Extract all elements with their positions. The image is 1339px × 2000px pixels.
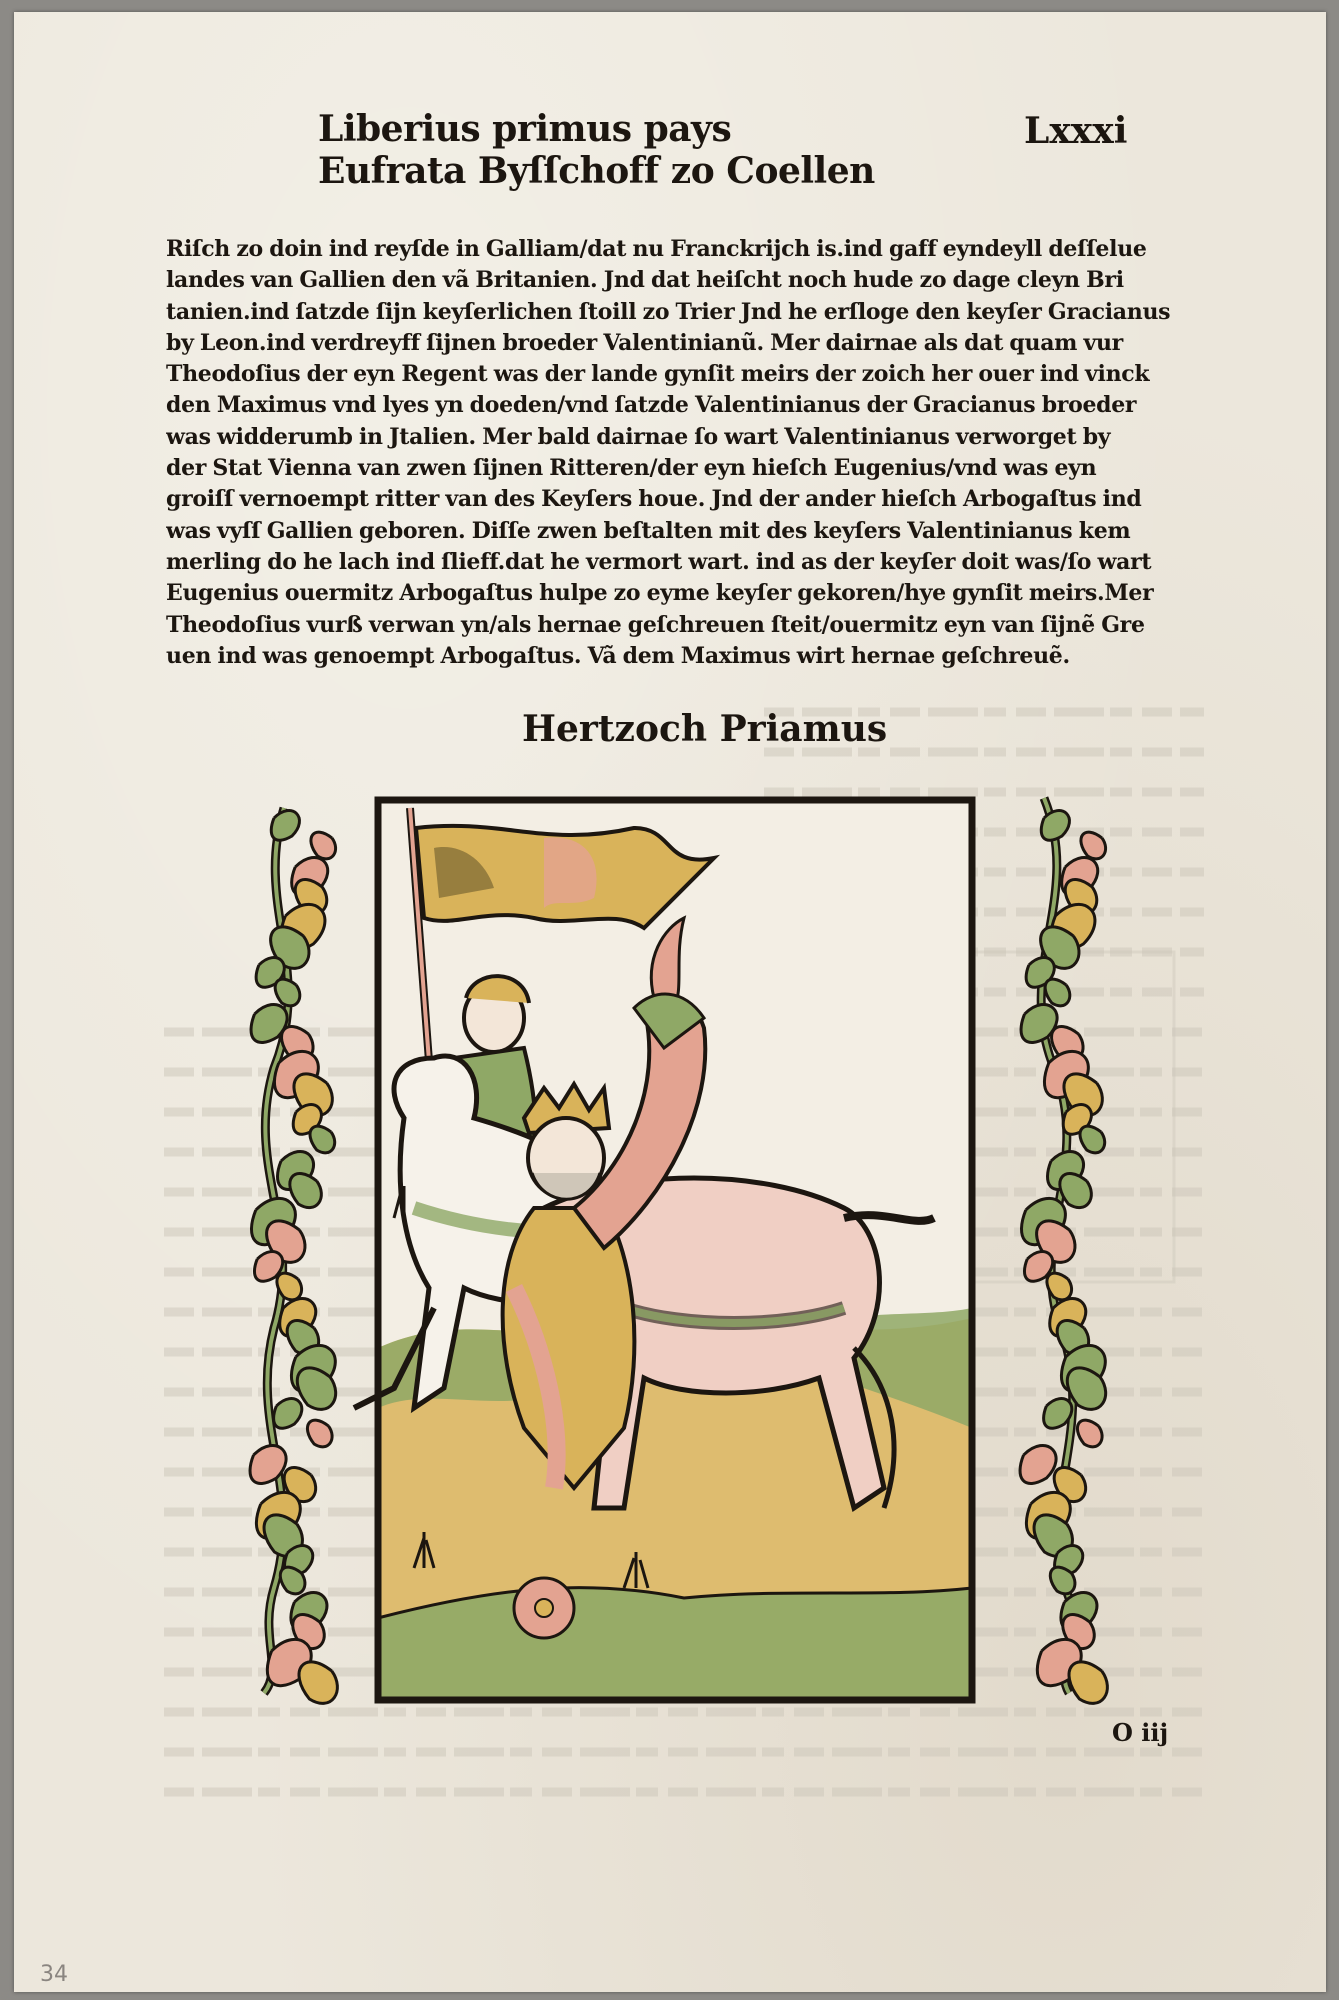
border-leaf bbox=[311, 832, 336, 859]
body-text-line: Eugenius ouermitz Arbogaſtus hulpe zo eyme keyſer gekoren/hye gynſit meirs.Mer bbox=[166, 580, 1154, 607]
border-leaf bbox=[274, 1399, 302, 1429]
pencil-annotation: 34 bbox=[40, 1962, 68, 1987]
border-leaf bbox=[1080, 1126, 1105, 1153]
border-leaf bbox=[307, 1420, 332, 1447]
body-text-line: was vyſſ Gallien geboren. Diſſe zwen beſtalten mit des keyſers Valentinianus kem bbox=[166, 517, 1131, 544]
body-text-line: Theodoſius vurß verwan yn/als hernae geſchreuen ſteit/ouermitz eyn van ſijnẽ Gre bbox=[166, 611, 1145, 638]
left-floral-border bbox=[250, 808, 337, 1703]
folio-number: Lxxxi bbox=[1024, 110, 1128, 152]
hand-colored-woodcut bbox=[244, 788, 1124, 1708]
body-text-line: was widderumb in Jtalien. Mer bald dairnae ſo wart Valentinianus verworget by bbox=[166, 423, 1111, 450]
body-text-line: by Leon.ind verdreyff ſijnen broeder Valentinianũ. Mer dairnae als dat quam vur bbox=[166, 329, 1123, 356]
central-scene bbox=[354, 800, 972, 1700]
border-leaf bbox=[1045, 979, 1070, 1006]
body-text-line: tanien.ind ſatzde ſijn keyſerlichen ſtoill zo Trier Jnd he erſloge den keyſer Gracianus bbox=[166, 298, 1171, 325]
body-text-line: der Stat Vienna van zwen ſijnen Ritteren/der eyn hieſch Eugenius/vnd was eyn bbox=[166, 455, 1097, 482]
border-leaf bbox=[1020, 1445, 1056, 1483]
woodcut-caption: Hertzoch Priamus bbox=[522, 708, 888, 750]
body-text-line: den Maximus vnd lyes yn doeden/vnd ſatzde Valentinianus der Gracianus broeder bbox=[166, 392, 1137, 419]
border-leaf bbox=[1060, 1173, 1092, 1207]
body-text-line: uen ind was genoempt Arbogaſtus. Vã dem Maximus wirt hernae geſchreuẽ. bbox=[166, 642, 1070, 669]
running-head-line-1: Liberius primus pays bbox=[318, 108, 732, 150]
right-floral-border bbox=[1020, 798, 1107, 1703]
running-head-line-2: Eufrata Byſſchoff zo Coellen bbox=[318, 150, 875, 192]
border-leaf bbox=[299, 1662, 337, 1704]
body-text-line: groiſſ vernoempt ritter van des Keyſers houe. Jnd der ander hieſch Arbogaſtus ind bbox=[166, 486, 1142, 513]
running-head bbox=[318, 108, 878, 192]
border-leaf bbox=[280, 1567, 305, 1594]
book-leaf bbox=[14, 12, 1326, 1992]
body-text-line: Riſch zo doin ind reyſde in Galliam/dat nu Franckrijch is.ind gaff eyndeyll deſſelue bbox=[166, 236, 1147, 262]
pink-flower bbox=[514, 1578, 574, 1638]
body-text-line: Theodoſius der eyn Regent was der lande gynſit meirs der zoich her ouer ind vinck bbox=[166, 361, 1150, 388]
border-leaf bbox=[275, 979, 300, 1006]
border-leaf bbox=[1081, 832, 1106, 859]
body-text-line: merling do he lach ind ſlieff.dat he vermort wart. ind as der keyſer doit was/ſo wart bbox=[166, 548, 1152, 575]
border-leaf bbox=[1069, 1662, 1107, 1704]
body-text-block bbox=[166, 234, 1196, 672]
body-text-line: landes van Gallien den vã Britanien. Jnd dat heiſcht noch hude zo dage cleyn Bri bbox=[166, 267, 1124, 294]
border-leaf bbox=[310, 1126, 335, 1153]
border-leaf bbox=[1050, 1567, 1075, 1594]
border-leaf bbox=[271, 811, 299, 841]
border-leaf bbox=[1077, 1420, 1102, 1447]
border-leaf bbox=[1041, 811, 1069, 841]
border-leaf bbox=[290, 1173, 322, 1207]
signature-mark: O iij bbox=[1112, 1718, 1169, 1747]
